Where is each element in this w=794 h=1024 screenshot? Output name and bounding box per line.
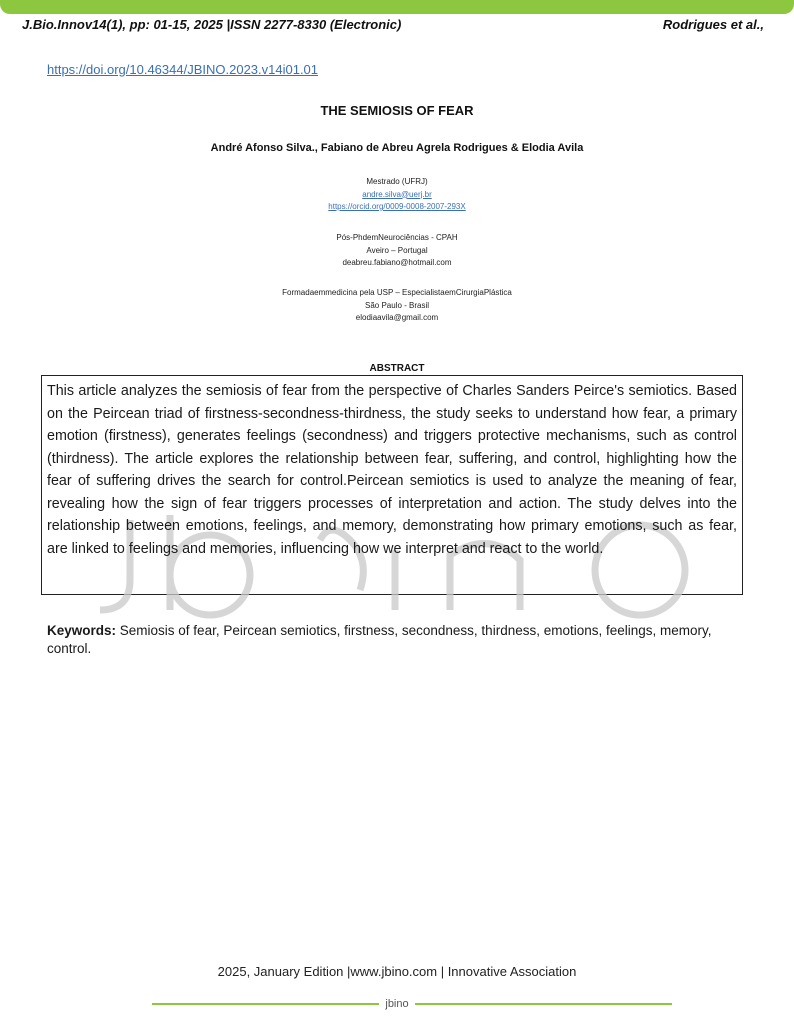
affiliation-3 — [0, 287, 794, 325]
abstract-heading: ABSTRACT — [369, 363, 425, 374]
affiliation-3-email: elodiaavila@gmail.com — [355, 313, 439, 322]
affiliation-1 — [0, 176, 794, 214]
author-list: André Afonso Silva., Fabiano de Abreu Agrela Rodrigues & Elodia Avila — [210, 142, 584, 154]
running-author: Rodrigues et al., — [662, 17, 764, 32]
affiliation-2-email: deabreu.fabiano@hotmail.com — [342, 258, 452, 267]
footer-text: 2025, January Edition |www.jbino.com | Innovative Association — [217, 964, 577, 979]
affiliation-3-line: Formadaemmedicina pela USP – EspecialistaemCirurgiaPlástica — [282, 288, 512, 297]
abstract-text: This article analyzes the semiosis of fear from the perspective of Charles Sanders Peirce's semiotics. Based on the Peircean triad of firstness-secondness-thirdness, the study seeks to understand how fear, a primary emotion (firstness), generates feelings (secondness) and triggers protective mechanisms, such as control (thirdness). The article explores the relationship between fear, suffering, and control, highlighting how the fear of suffering drives the search for control.Peircean semiotics is used to analyze the meaning of fear, revealing how the sign of fear triggers processes of interpretation and action. The study delves into the relationship between emotions, feelings, and memory, demonstrating how primary emotions, such as fear, are linked to feelings and memories, influencing how we interpret and react to the world. — [47, 383, 737, 557]
jbino-footer-logo — [379, 995, 415, 1011]
keywords-label: Keywords: — [47, 623, 117, 638]
paper-title: THE SEMIOSIS OF FEAR — [320, 103, 474, 118]
journal-reference: J.Bio.Innov14(1), pp: 01-15, 2025 |ISSN 2277-8330 (Electronic) — [22, 17, 402, 32]
keywords — [47, 622, 737, 658]
svg-text:jbino: jbino — [385, 998, 409, 1010]
affiliation-2 — [0, 232, 794, 270]
affiliation-3-line: São Paulo - Brasil — [364, 300, 430, 310]
affiliation-1-degree: Mestrado (UFRJ) — [366, 177, 428, 186]
affiliation-1-orcid[interactable]: https://orcid.org/0009-0008-2007-293X — [328, 202, 466, 211]
affiliation-1-email[interactable]: andre.silva@uerj.br — [362, 189, 432, 199]
affiliation-2-line: Pós-PhdemNeurociências - CPAH — [336, 233, 458, 242]
keywords-text: Semiosis of fear, Peircean semiotics, firstness, secondness, thirdness, emotions, feelings, memory, control. — [47, 623, 712, 656]
doi-link[interactable]: https://doi.org/10.46344/JBINO.2023.v14i01.01 — [47, 62, 319, 77]
affiliation-2-line: Aveiro – Portugal — [366, 245, 428, 255]
journal-reference-electronic: (Electronic) — [329, 17, 402, 32]
top-green-bar — [0, 0, 794, 14]
